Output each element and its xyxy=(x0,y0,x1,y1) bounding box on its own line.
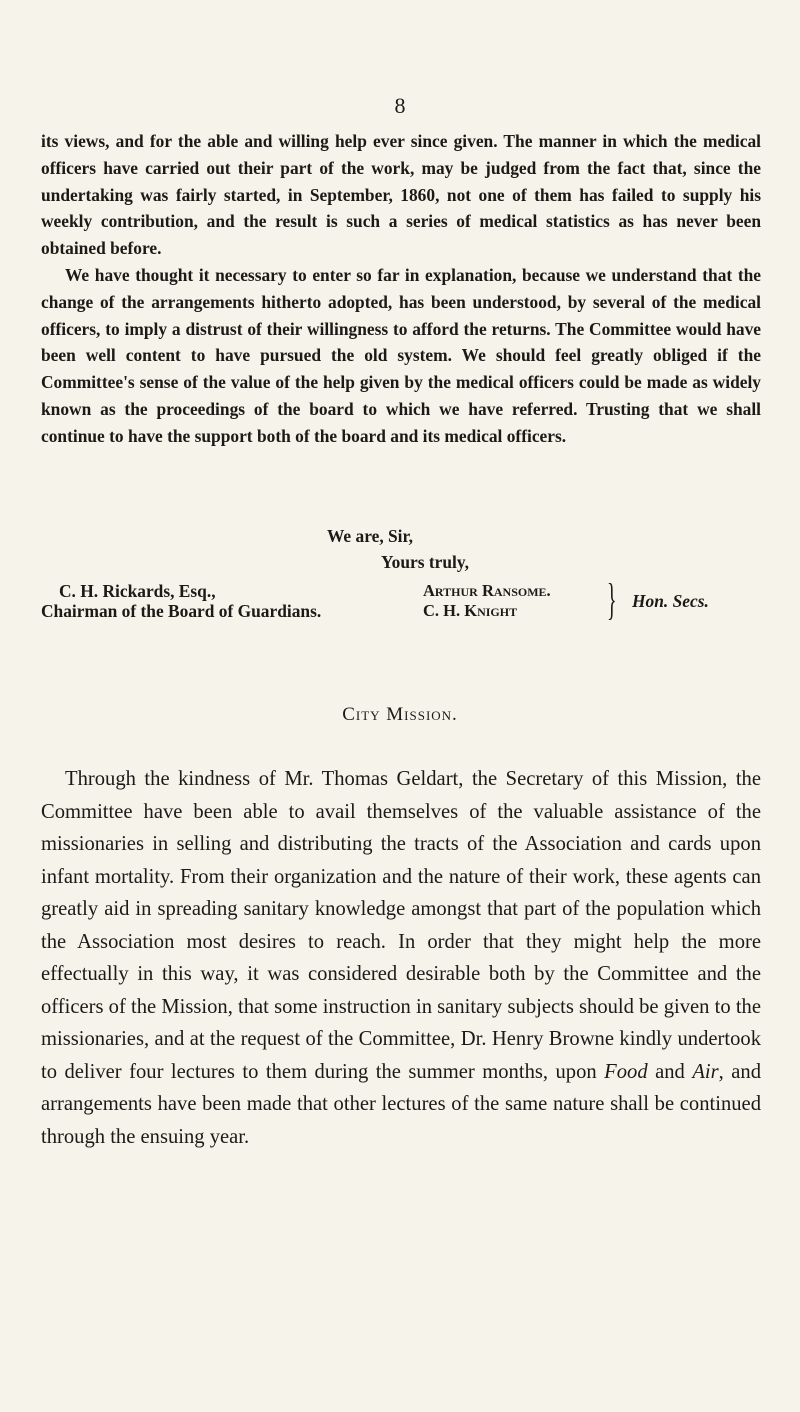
letter-paragraph-2: We have thought it necessary to enter so far in explanation, because we understand that the change of the arrangements hitherto adopted, has been understood, by several of the medical officers, to imply a distrust of their willingness to afford the returns. The Committee would have been well content to have pursued the old system. We should feel greatly obliged if the Committee's sense of the value of the help given by the medical officers could be made as widely known as the proceedings of the board to which we have referred. Trusting that we shall continue to have the support both of the board and its medical officers. xyxy=(41,264,761,446)
signatory-knight: C. H. Knight xyxy=(423,601,518,620)
city-mission-paragraph xyxy=(41,763,761,1153)
section-heading: City Mission. xyxy=(342,704,458,725)
emphasis-food: Food xyxy=(604,1060,648,1083)
mission-text-connector: and xyxy=(647,1060,693,1083)
signatories-brace: } xyxy=(607,575,617,624)
signatories-block xyxy=(423,581,551,621)
signatory-role: Hon. Secs. xyxy=(632,591,709,611)
city-mission-body xyxy=(41,763,761,1153)
letter-paragraph-1: its views, and for the able and willing help ever since given. The manner in which the medical officers have carried out their part of the work, may be judged from the fact that, since the undertaking was fairly started, in September, 1860, not one of them has failed to supply his weekly contribution, and the result is such a series of medical statistics as has never been obtained before. xyxy=(41,131,761,259)
addressee-name: C. H. Rickards, Esq., xyxy=(59,581,216,601)
letter-closing-salutation: We are, Sir, xyxy=(327,526,413,546)
letter-closing-sign-off: Yours truly, xyxy=(381,552,469,572)
addressee-block xyxy=(41,581,371,621)
addressee-title: Chairman of the Board of Guardians. xyxy=(41,601,322,621)
signatory-ransome: Arthur Ransome. xyxy=(423,581,551,600)
emphasis-air: Air xyxy=(692,1060,719,1083)
mission-text-part-1: Through the kindness of Mr. Thomas Geldart, the Secretary of this Mission, the Committee have been able to avail themselves of the valuable assistance of the missionaries in selling and distributing the tracts of the Association and cards upon infant mortality. From their organization and the nature of their work, these agents can greatly aid in spreading sanitary knowledge amongst that part of the population which the Association most desires to reach. In order that they might help the more effectually in this way, it was considered desirable both by the Committee and the officers of the Mission, that some instruction in sanitary subjects should be given to the missionaries, and at the request of the Committee, Dr. Henry Browne kindly undertook to deliver four lectures to them during the summer months, upon xyxy=(41,768,761,1083)
page-number: 8 xyxy=(394,93,406,118)
mission-text-part-2: , and arrangements have been made that other lectures of the same nature shall be continued through the ensuing year. xyxy=(41,1060,762,1148)
letter-body xyxy=(41,128,761,450)
